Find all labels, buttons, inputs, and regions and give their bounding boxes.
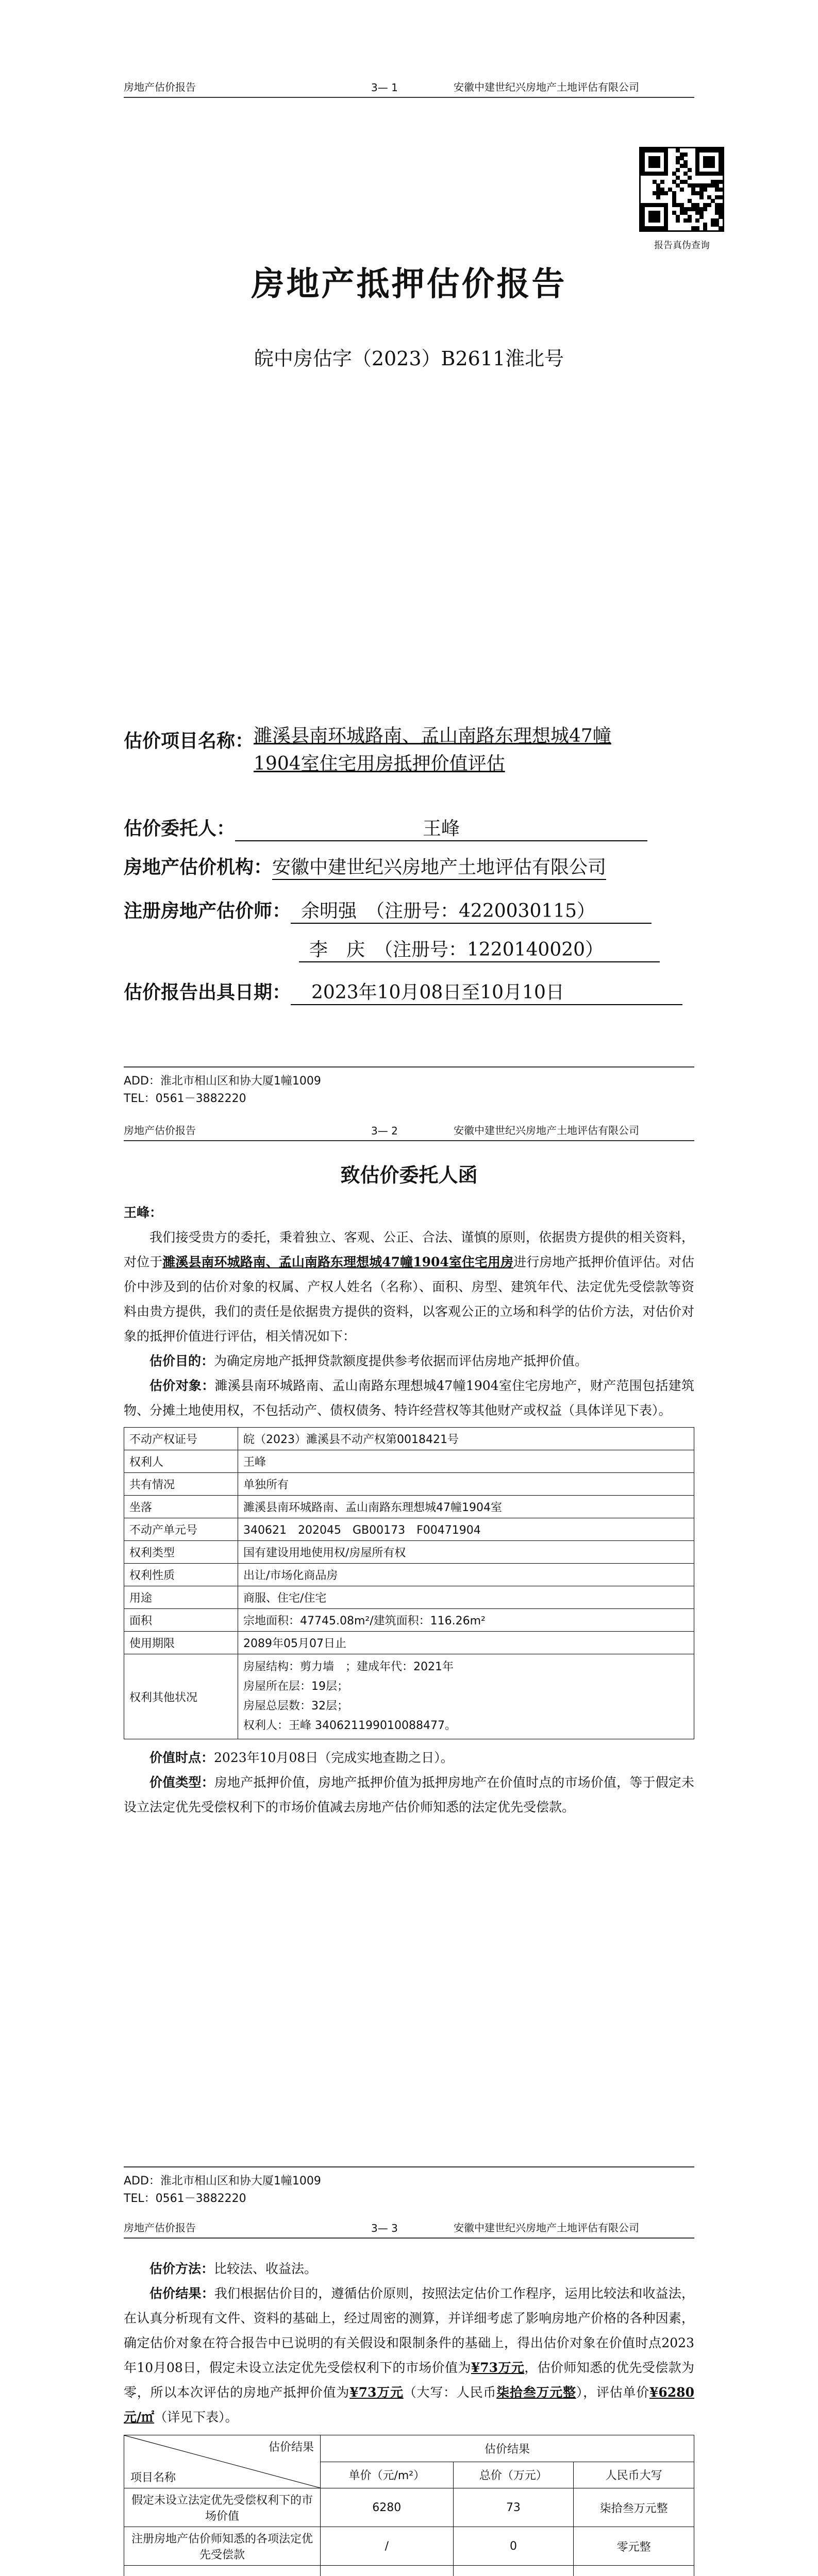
property-field-value: 340621 202045 GB00173 F00471904 [238, 1518, 694, 1541]
footer-phone: TEL：0561－3882220 [124, 1092, 246, 1105]
appraiser-label: 注册房地产估价师： [124, 900, 291, 922]
result-cell: 假定未设立法定优先受偿权利下的市场价值 [124, 2488, 321, 2527]
property-table [124, 1427, 694, 1739]
table-row [124, 1609, 694, 1632]
result-page [0, 2200, 818, 2576]
intro-text: 我们接受贵方的委托，秉着独立、客观、公正、合法、谨慎的原则，依据贵方提供的相关资料，对位于 [124, 1230, 694, 1269]
property-field-label: 不动产权证号 [124, 1428, 238, 1450]
result-column-header: 估价结果 [321, 2435, 694, 2462]
date-value: 2023年10月08日至10月10日 [291, 978, 682, 1005]
project-name-line2: 1904室住宅用房抵押价值评估 [254, 753, 505, 774]
table-row [124, 1450, 694, 1473]
org-row [124, 853, 606, 880]
property-field-label: 使用期限 [124, 1632, 238, 1654]
unit-price: ¥6280元/㎡ [124, 2385, 694, 2425]
result-cell: / [321, 2527, 454, 2566]
property-field-value: 单独所有 [238, 1473, 694, 1496]
result-cell [124, 2566, 321, 2576]
result-cell: 注册房地产估价师知悉的各项法定优先受偿款 [124, 2527, 321, 2566]
page-header [124, 1121, 694, 1141]
org-label: 房地产估价机构： [124, 856, 273, 878]
table-row [124, 1564, 694, 1586]
report-number: 皖中房估字（2023）B2611淮北号 [254, 347, 564, 370]
client-value: 王峰 [235, 814, 647, 841]
letter-page [0, 1100, 818, 2205]
result-text-3: （大写：人民币 [403, 2385, 497, 2400]
qr-label: 报告真伪查询 [654, 240, 710, 251]
table-row [124, 2488, 694, 2527]
property-field-label: 权利性质 [124, 1564, 238, 1586]
property-field-value: 2089年05月07日止 [238, 1632, 694, 1654]
corner-top-label: 估价结果 [268, 2441, 314, 2454]
result-cell: 6280 [321, 2488, 454, 2527]
page-header [124, 2218, 694, 2239]
other-line: 房屋总层数：32层； [243, 1700, 348, 1713]
header-company: 安徽中建世纪兴房地产土地评估有限公司 [454, 1124, 639, 1137]
property-field-value: 出让/市场化商品房 [238, 1564, 694, 1586]
time-label: 价值时点： [149, 1750, 214, 1765]
header-company: 安徽中建世纪兴房地产土地评估有限公司 [454, 81, 639, 93]
mortgage-value-chinese: 柒拾叁万元整 [496, 2385, 576, 2400]
intro-paragraph [124, 1225, 694, 1349]
object-paragraph [124, 1374, 694, 1423]
letter-body [124, 1200, 694, 1820]
property-field-value: 皖（2023）濉溪县不动产权第0018421号 [238, 1428, 694, 1450]
date-label: 估价报告出具日期： [124, 981, 291, 1003]
salutation: 王峰： [124, 1205, 163, 1220]
header-page-number: 3— 2 [371, 1125, 398, 1137]
appraiser-1: 余明强 （注册号：4220030115） [291, 896, 652, 924]
purpose-text: 为确定房地产抵押贷款额度提供参考依据而评估房地产抵押价值。 [214, 1353, 588, 1368]
table-row [124, 1654, 694, 1739]
object-label: 估价对象： [149, 1378, 215, 1393]
table-row [124, 1518, 694, 1541]
property-field-label: 用途 [124, 1586, 238, 1609]
result-cell [574, 2566, 694, 2576]
result-paragraph [124, 2281, 694, 2430]
result-cell: 0 [453, 2527, 574, 2566]
property-field-value: 国有建设用地使用权/房屋所有权 [238, 1541, 694, 1564]
header-title: 房地产估价报告 [124, 1124, 196, 1137]
appraiser-row [124, 896, 652, 924]
table-header-row [124, 2435, 694, 2462]
client-label: 估价委托人： [124, 818, 236, 839]
property-field-label: 权利类型 [124, 1541, 238, 1564]
project-name-line1: 濉溪县南环城路南、孟山南路东理想城47幢 [254, 725, 611, 747]
result-text-5: （详见下表）。 [154, 2410, 238, 2425]
mortgage-value: ¥73万元 [349, 2385, 404, 2400]
unit-price-header: 单价（元/m²） [321, 2462, 454, 2488]
result-cell: 柒拾叁万元整 [574, 2488, 694, 2527]
intro-text-2: 进行房地产抵押价值评估。对估价中涉及到的估价对象的权属、产权人姓名（名称）、面积、房型、建筑年代、法定优先受偿款等资料由贵方提供，我们的责任是依据贵方提供的资料，以客观公正的立场和科学的估价方法，对估价对象的抵押价值进行评估，相关情况如下： [124, 1255, 694, 1344]
property-field-value: 濉溪县南环城路南、孟山南路东理想城47幢1904室 [238, 1496, 694, 1518]
table-row [124, 1632, 694, 1654]
project-name-row [124, 726, 611, 778]
result-text-2: ，估价师知悉的优先受偿款为零，所以本次评估的房地产抵押价值为 [124, 2360, 694, 2400]
footer-phone: TEL：0561－3882220 [124, 2192, 246, 2205]
other-line: 房屋所在层：19层； [243, 1680, 348, 1693]
appraiser-row-2 [299, 935, 660, 962]
header-title: 房地产估价报告 [124, 2222, 196, 2234]
property-field-label: 共有情况 [124, 1473, 238, 1496]
property-field-value: 商服、住宅/住宅 [238, 1586, 694, 1609]
corner-bottom-label: 项目名称 [130, 2471, 176, 2484]
other-label: 权利其他状况 [124, 1654, 238, 1739]
result-table [124, 2435, 694, 2576]
header-title: 房地产估价报告 [124, 81, 196, 93]
client-row [124, 814, 647, 841]
header-page-number: 3— 1 [371, 81, 398, 94]
date-row [124, 978, 682, 1005]
other-line: 房屋结构：剪力墙 ；建成年代：2021年 [243, 1660, 454, 1673]
table-row [124, 1428, 694, 1450]
table-row [124, 1473, 694, 1496]
table-corner [124, 2435, 321, 2488]
report-title: 房地产抵押估价报告 [251, 265, 567, 303]
page-header [124, 77, 694, 98]
footer-address: ADD：淮北市相山区和协大厦1幢1009 [124, 2175, 321, 2188]
result-text-4: ），评估单价 [576, 2385, 649, 2400]
property-field-label: 坐落 [124, 1496, 238, 1518]
footer-address: ADD：淮北市相山区和协大厦1幢1009 [124, 1075, 321, 1088]
type-label: 价值类型： [149, 1775, 214, 1790]
type-text: 房地产抵押价值，房地产抵押价值为抵押房地产在价值时点的市场价值，等于假定未设立法定优先受偿权利下的市场价值减去房地产估价师知悉的法定优先受偿款。 [124, 1775, 694, 1815]
other-line: 权利人：王峰 340621199010088477。 [243, 1719, 456, 1732]
method-text: 比较法、收益法。 [214, 2261, 318, 2276]
table-row [124, 2527, 694, 2566]
market-value: ¥73万元 [471, 2360, 525, 2375]
chinese-amount-header: 人民币大写 [574, 2462, 694, 2488]
table-row [124, 2566, 694, 2576]
time-text: 2023年10月08日（完成实地查勘之日）。 [214, 1750, 454, 1765]
time-paragraph [124, 1745, 694, 1770]
property-field-value: 王峰 [238, 1450, 694, 1473]
appraiser-2: 李 庆 （注册号：1220140020） [299, 935, 660, 962]
result-cell: 73 [453, 2488, 574, 2527]
method-paragraph [124, 2257, 694, 2281]
purpose-label: 估价目的： [149, 1353, 214, 1368]
property-field-label: 面积 [124, 1609, 238, 1632]
property-field-label: 不动产单元号 [124, 1518, 238, 1541]
table-row [124, 1541, 694, 1564]
property-field-label: 权利人 [124, 1450, 238, 1473]
project-name-label: 估价项目名称： [124, 730, 254, 752]
result-cell: 零元整 [574, 2527, 694, 2566]
property-field-value: 宗地面积：47745.08m²/建筑面积：116.26m² [238, 1609, 694, 1632]
header-company: 安徽中建世纪兴房地产土地评估有限公司 [454, 2222, 639, 2234]
type-paragraph [124, 1770, 694, 1820]
object-text: 濉溪县南环城路南、孟山南路东理想城47幢1904室住宅房地产，财产范围包括建筑物、分摊土地使用权，不包括动产、债权债务、特许经营权等其他财产或权益（具体详见下表）。 [124, 1378, 694, 1418]
intro-address: 濉溪县南环城路南、孟山南路东理想城47幢1904室住宅用房 [162, 1255, 514, 1269]
result-cell [321, 2566, 454, 2576]
result-label: 估价结果： [149, 2286, 214, 2301]
org-value: 安徽中建世纪兴房地产土地评估有限公司 [272, 853, 606, 880]
cover-page [0, 0, 818, 1105]
qr-code[interactable] [639, 147, 724, 232]
result-text: 我们根据估价目的，遵循估价原则，按照法定估价工作程序，运用比较法和收益法，在认真分析现有文件、资料的基础上，经过周密的测算，并详细考虑了影响房地产价格的各种因素，确定估价对象在符合报告中已说明的有关假设和限制条件的基础上，得出估价对象在价值时点2023年10月08日，假定未设立法定优先受偿权利下的市场价值为 [124, 2286, 694, 2375]
table-row [124, 1586, 694, 1609]
table-row [124, 1496, 694, 1518]
purpose-paragraph [124, 1349, 694, 1374]
method-label: 估价方法： [149, 2261, 214, 2276]
result-body [124, 2257, 694, 2576]
result-cell [453, 2566, 574, 2576]
total-price-header: 总价（万元） [453, 2462, 574, 2488]
header-page-number: 3— 3 [371, 2222, 398, 2234]
other-values [238, 1654, 694, 1739]
letter-title: 致估价委托人函 [340, 1163, 478, 1187]
